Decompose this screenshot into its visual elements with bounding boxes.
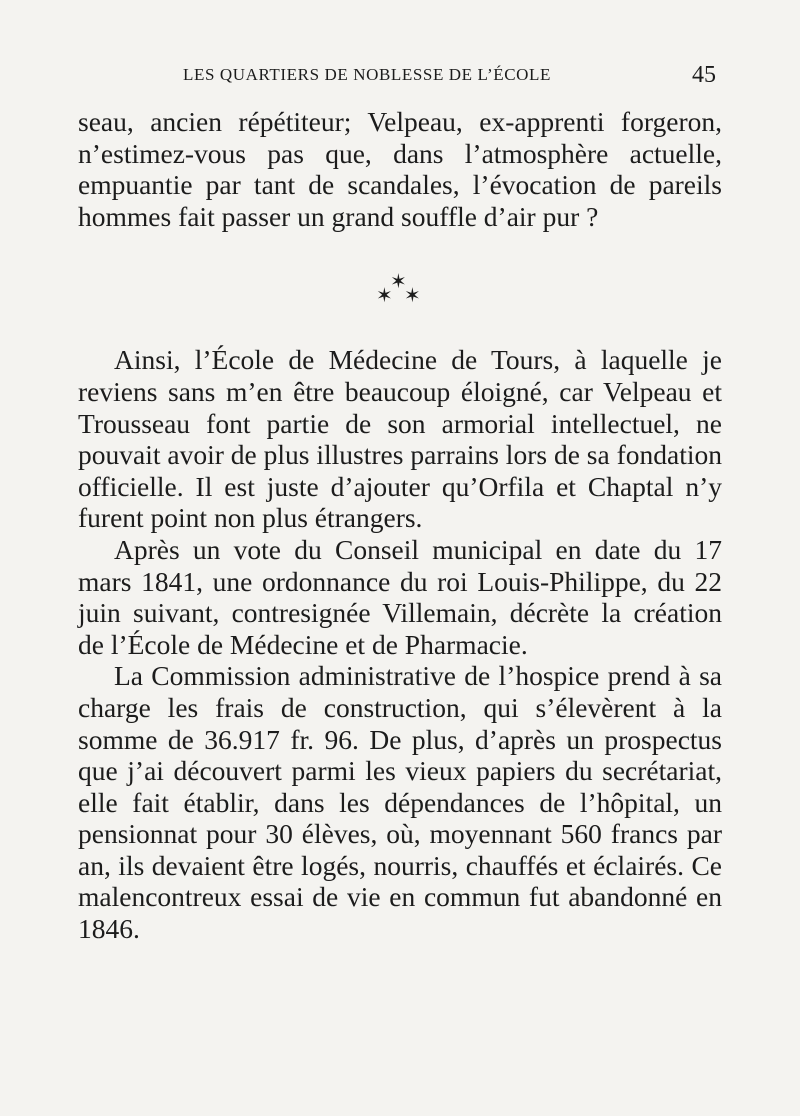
paragraph-continued: seau, ancien répétiteur; Velpeau, ex-apprenti forgeron, n’estimez-vous pas que, dans l’atmosphère actuelle, empuantie par tant de scandales, l’évocation de pareils hommes fait passer un grand souffle d’air pur ? [78,106,722,232]
body-text [78,106,722,945]
running-head [78,62,716,88]
asterisk-icon: ✶ [390,271,407,294]
paragraph: Ainsi, l’École de Médecine de Tours, à laquelle je reviens sans m’en être beaucoup éloigné, car Velpeau et Trousseau font partie de son armorial intellectuel, ne pouvait avoir de plus illustres parrains lors de sa fondation officielle. Il est juste d’ajouter qu’Orfila et Chaptal n’y furent point non plus étrangers. [78,344,722,534]
asterisk-icon: ✶ [376,285,393,308]
asterisk-icon: ✶ [404,285,421,308]
running-title: LES QUARTIERS DE NOBLESSE DE L’ÉCOLE [183,65,551,84]
page-number: 45 [692,62,716,88]
paragraph: La Commission administrative de l’hospice prend à sa charge les frais de construction, qui s’élevèrent à la somme de 36.917 fr. 96. De plus, d’après un prospectus que j’ai découvert parmi les vieux papiers du secrétariat, elle fait établir, dans les dépendances de l’hôpital, un pensionnat pour 30 élèves, où, moyennant 560 francs par an, ils devaient être logés, nourris, chauffés et éclairés. Ce malencontreux essai de vie en commun fut abandonné en 1846. [78,660,722,945]
paragraph: Après un vote du Conseil municipal en date du 17 mars 1841, une ordonnance du roi Louis-Philippe, du 22 juin suivant, contresignée Villemain, décrète la création de l’École de Médecine et de Pharmacie. [78,533,722,660]
asterism-separator [78,232,722,344]
